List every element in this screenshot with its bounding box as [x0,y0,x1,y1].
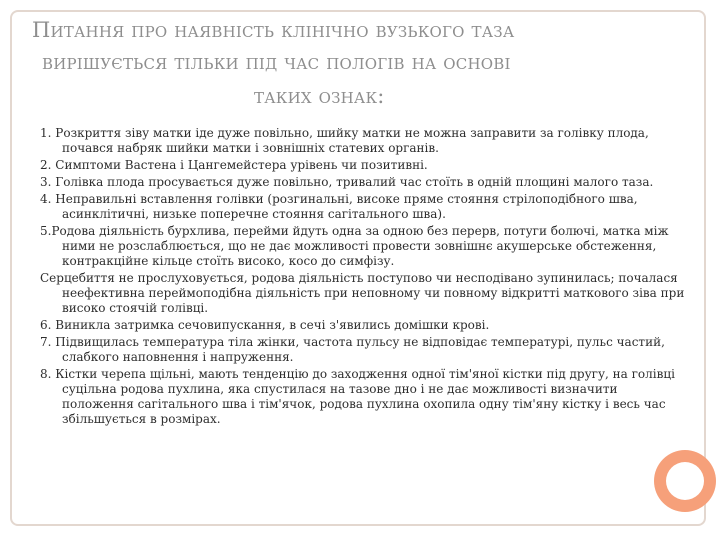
list-item: 5.Родова діяльність бурхлива, перейми йдуть одна за одною без перерв, потуги болючі, матка між ними не розслаблюється, що не дає можливості провести зовнішнє акушерське обстеження, контракційне кільце стоїть високо, косо до симфізу. [40,224,669,268]
list-item: Серцебиття не прослуховується, родова діяльність поступово чи несподівано зупинилась; почалася неефективна переймоподібна діяльність при неповному чи повному відкритті маткового зіва при високо стоячій голівці. [40,271,685,315]
list-item: 6. Виникла затримка сечовипускання, в сечі з'явились домішки крові. [40,318,490,332]
list-item: 3. Голівка плода просувається дуже повільно, тривалий час стоїть в одній площині малого таза. [40,175,654,189]
title-line-2: вирішується тільки під час пологів на основі [42,50,511,74]
title-line-3: таких ознак: [254,84,385,108]
list-item: 7. Підвищилась температура тіла жінки, частота пульсу не відповідає температурі, пульс частий, слабкого наповнення і напруження. [40,335,665,364]
content-list [40,126,690,429]
list-item: 1. Розкриття зіву матки іде дуже повільно, шийку матки не можна заправити за голівку плода, почався набряк шийки матки і зовнішніх статевих органів. [40,126,649,155]
list-item: 2. Симптоми Вастена і Цангемейстера урівень чи позитивні. [40,158,428,172]
list-item: 8. Кістки черепа щільні, мають тенденцію до заходження одної тім'яної кістки під другу, на голівці суцільна родова пухлина, яка спустилася на тазове дно і не дає можливості визначити положення сагітального шва і тім'ячок, родова пухлина охопила одну тім'яну кістку і весь час збільшується в розмірах. [40,367,675,426]
decorative-circle-center [666,462,704,500]
title-line-1: Питання про наявність клінічно вузького таза [32,18,515,42]
list-item: 4. Неправильні вставлення голівки (розгинальні, високе пряме стояння стрілоподібного шва, асинклітичні, низьке поперечне стояння сагітального шва). [40,192,638,221]
